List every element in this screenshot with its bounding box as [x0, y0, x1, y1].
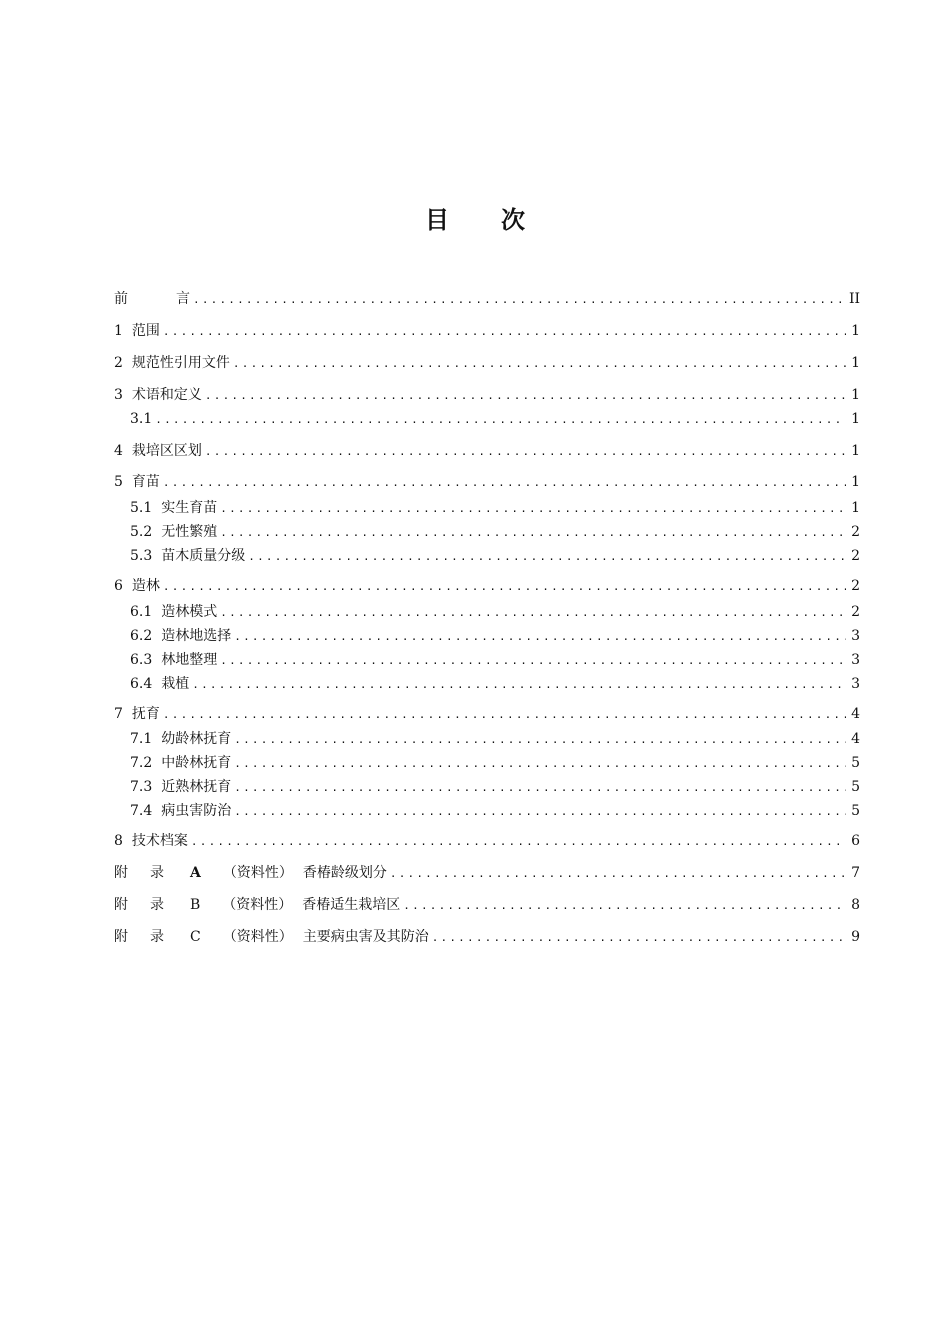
toc-leader	[220, 602, 846, 624]
toc-leader	[234, 626, 846, 648]
toc-page-number: 1	[851, 500, 860, 516]
toc-number: 7.3	[130, 779, 153, 795]
toc-label: 规范性引用文件	[131, 355, 230, 371]
toc-entry-1[interactable]	[114, 320, 860, 342]
toc-leader	[234, 777, 846, 799]
toc-leader	[432, 927, 846, 949]
appendix-title: 香椿适生栽培区	[302, 897, 401, 913]
toc-leader	[390, 863, 846, 885]
toc-leader	[163, 576, 846, 598]
toc-page-number: 3	[851, 652, 860, 668]
toc-entry-2[interactable]	[114, 352, 860, 374]
toc-entry-5-3[interactable]	[130, 545, 860, 567]
toc-leader	[205, 441, 846, 463]
toc-page-number: 1	[851, 355, 860, 371]
page-title	[0, 200, 950, 235]
toc-entry-preface[interactable]	[114, 288, 860, 310]
toc-number: 7	[114, 706, 123, 722]
toc-entry-4[interactable]	[114, 440, 860, 462]
toc-entry-6-2[interactable]	[130, 625, 860, 647]
toc-preface-char-2: 言	[176, 291, 190, 307]
toc-label: 造林地选择	[161, 628, 232, 644]
toc-entry-3[interactable]	[114, 384, 860, 406]
toc-leader	[193, 289, 845, 311]
toc-entry-7-1[interactable]	[130, 728, 860, 750]
toc-label: 栽培区区划	[131, 443, 202, 459]
toc-page-number: 9	[851, 929, 860, 945]
toc-page-number: 5	[851, 755, 860, 771]
toc-number: 6.4	[130, 676, 153, 692]
toc-leader	[234, 753, 846, 775]
appendix-char-1: 附	[114, 865, 128, 881]
appendix-kind: （资料性）	[222, 865, 293, 881]
toc-leader	[403, 895, 846, 917]
appendix-letter: A	[190, 865, 201, 881]
toc-label: 近熟林抚育	[161, 779, 232, 795]
toc-number: 7.1	[130, 731, 153, 747]
appendix-char-1: 附	[114, 929, 128, 945]
toc-number: 5.3	[130, 548, 153, 564]
title-part-2: 次	[501, 205, 525, 234]
toc-entry-7-3[interactable]	[130, 776, 860, 798]
toc-number: 6	[114, 578, 123, 594]
toc-page-number: 3	[851, 676, 860, 692]
toc-label: 术语和定义	[131, 387, 202, 403]
toc-number: 4	[114, 443, 123, 459]
toc-page-number: 2	[851, 548, 860, 564]
toc-entry-appendix-c[interactable]	[114, 926, 860, 948]
toc-number: 7.2	[130, 755, 153, 771]
toc-number: 5.1	[130, 500, 153, 516]
toc-number: 2	[114, 355, 123, 371]
toc-page-number: II	[848, 291, 860, 307]
toc-entry-appendix-b[interactable]	[114, 894, 860, 916]
toc-number: 3	[114, 387, 123, 403]
appendix-char-2: 录	[150, 929, 164, 945]
toc-label: 幼龄林抚育	[161, 731, 232, 747]
toc-entry-7[interactable]	[114, 703, 860, 725]
toc-leader	[191, 831, 846, 853]
toc-label: 病虫害防治	[161, 803, 232, 819]
toc-label: 实生育苗	[161, 500, 218, 516]
toc-number: 6.2	[130, 628, 153, 644]
toc-entry-appendix-a[interactable]	[114, 862, 860, 884]
toc-label: 技术档案	[131, 833, 188, 849]
appendix-char-2: 录	[150, 897, 164, 913]
appendix-char-1: 附	[114, 897, 128, 913]
toc-page-number: 1	[851, 443, 860, 459]
toc-leader	[205, 385, 846, 407]
toc-leader	[248, 546, 846, 568]
toc-page-number: 3	[851, 628, 860, 644]
toc-page-number: 2	[851, 524, 860, 540]
toc-number: 3.1	[130, 411, 153, 427]
toc-label: 林地整理	[161, 652, 218, 668]
toc-label: 中龄林抚育	[161, 755, 232, 771]
toc-label: 无性繁殖	[161, 524, 218, 540]
toc-label: 育苗	[131, 474, 160, 490]
toc-leader	[234, 801, 846, 823]
toc-page-number: 5	[851, 803, 860, 819]
toc-leader	[163, 704, 846, 726]
appendix-letter: C	[190, 929, 201, 945]
toc-entry-6[interactable]	[114, 575, 860, 597]
toc-page-number: 2	[851, 604, 860, 620]
toc-leader	[220, 498, 846, 520]
toc-preface-char-1: 前	[114, 291, 128, 307]
toc-number: 5	[114, 474, 123, 490]
toc-page-number: 1	[851, 387, 860, 403]
appendix-char-2: 录	[150, 865, 164, 881]
toc-label: 栽植	[161, 676, 190, 692]
appendix-kind: （资料性）	[222, 897, 293, 913]
toc-label: 抚育	[131, 706, 160, 722]
toc-number: 1	[114, 323, 123, 339]
toc-label: 范围	[131, 323, 160, 339]
toc-leader	[233, 353, 846, 375]
toc-leader	[234, 729, 846, 751]
toc-page-number: 2	[851, 578, 860, 594]
toc-entry-6-4[interactable]	[130, 673, 860, 695]
toc-page-number: 4	[851, 706, 860, 722]
toc-leader	[163, 321, 846, 343]
toc-entry-5-1[interactable]	[130, 497, 860, 519]
toc-number: 7.4	[130, 803, 153, 819]
toc-number: 6.1	[130, 604, 153, 620]
toc-label: 造林模式	[161, 604, 218, 620]
toc-entry-8[interactable]	[114, 830, 860, 852]
toc-page-number: 6	[851, 833, 860, 849]
appendix-title: 主要病虫害及其防治	[302, 929, 429, 945]
appendix-kind: （资料性）	[222, 929, 293, 945]
toc-entry-3-1[interactable]	[130, 408, 860, 430]
toc-page-number: 1	[851, 474, 860, 490]
toc-leader	[220, 650, 846, 672]
toc-page-number: 1	[851, 323, 860, 339]
toc-number: 8	[114, 833, 123, 849]
appendix-letter: B	[190, 897, 201, 913]
toc-label: 造林	[131, 578, 160, 594]
toc-leader	[163, 472, 846, 494]
toc-leader	[220, 522, 846, 544]
toc-number: 5.2	[130, 524, 153, 540]
toc-entry-7-2[interactable]	[130, 752, 860, 774]
toc-label: 苗木质量分级	[161, 548, 246, 564]
toc-entry-5[interactable]	[114, 471, 860, 493]
toc-page-number: 7	[851, 865, 860, 881]
toc-leader	[192, 674, 846, 696]
toc-entry-5-2[interactable]	[130, 521, 860, 543]
toc-entry-6-3[interactable]	[130, 649, 860, 671]
toc-page-number: 5	[851, 779, 860, 795]
toc-page-number: 8	[851, 897, 860, 913]
title-part-1: 目	[425, 205, 449, 234]
appendix-title: 香椿龄级划分	[302, 865, 387, 881]
toc-entry-7-4[interactable]	[130, 800, 860, 822]
toc-number: 6.3	[130, 652, 153, 668]
toc-leader	[155, 409, 846, 431]
toc-entry-6-1[interactable]	[130, 601, 860, 623]
toc-page-number: 1	[851, 411, 860, 427]
toc-page-number: 4	[851, 731, 860, 747]
